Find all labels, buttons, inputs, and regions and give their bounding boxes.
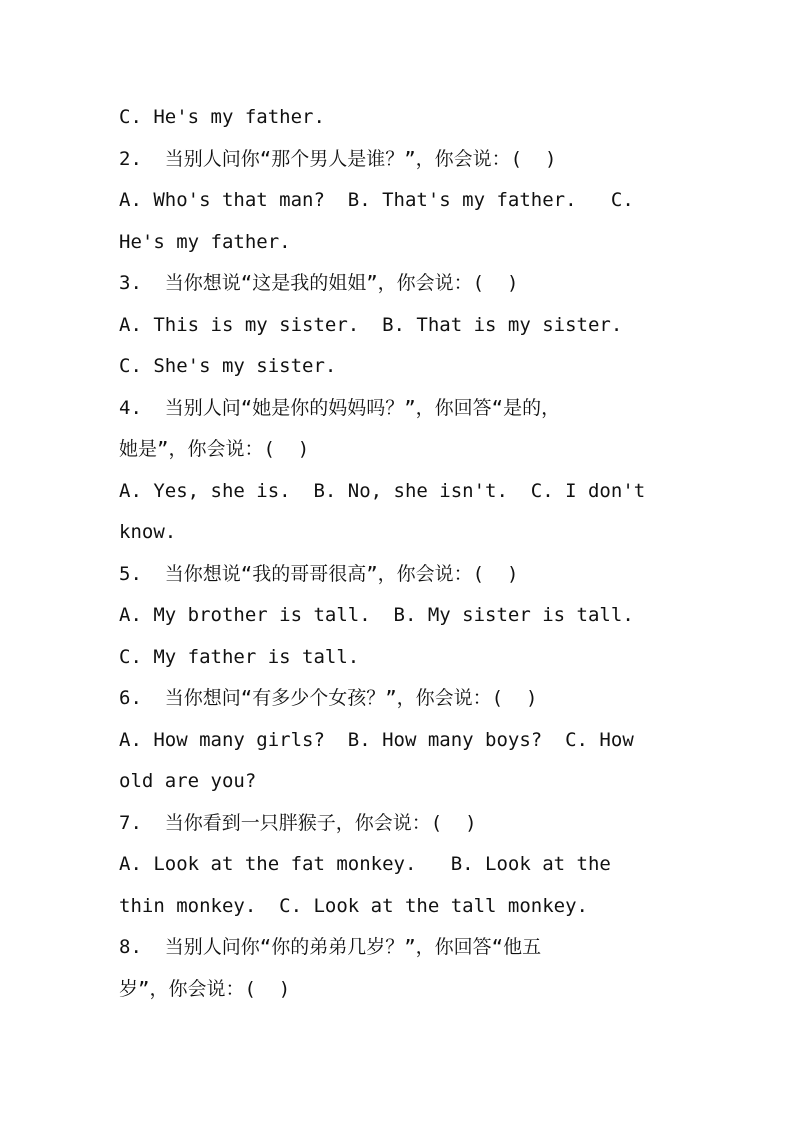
- text-line: C. My father is tall.: [119, 645, 360, 668]
- text-line: 8. 当别人问你“你的弟弟几岁？”，你回答“他五: [119, 936, 542, 958]
- text-line: A. How many girls? B. How many boys? C. How: [119, 728, 634, 751]
- text-line: 5. 当你想说“我的哥哥很高”，你会说：( ): [119, 562, 519, 585]
- text-line: A. Look at the fat monkey. B. Look at the: [119, 853, 611, 875]
- text-line: C. She's my sister.: [119, 355, 337, 377]
- text-line: 4. 当别人问“她是你的妈妈吗？”，你回答“是的，: [119, 396, 561, 419]
- text-line: old are you?: [119, 770, 257, 792]
- text-line: 3. 当你想说“这是我的姐姐”，你会说：( ): [119, 272, 519, 294]
- text-line: A. This is my sister. B. That is my sister.: [119, 313, 623, 336]
- text-line: 她是”，你会说：( ): [119, 438, 310, 460]
- text-line: thin monkey. C. Look at the tall monkey.: [119, 894, 588, 917]
- question-text-block: [119, 97, 679, 1010]
- text-line: know.: [119, 521, 177, 543]
- text-line: C. He's my father.: [119, 106, 325, 128]
- text-line: A. Yes, she is. B. No, she isn't. C. I don't: [119, 479, 646, 502]
- text-line: 2. 当别人问你“那个男人是谁？”，你会说：( ): [119, 147, 557, 170]
- text-line: 6. 当你想问“有多少个女孩？”，你会说：( ): [119, 687, 538, 709]
- text-line: A. My brother is tall. B. My sister is tall.: [119, 604, 634, 626]
- text-line: He's my father.: [119, 230, 291, 253]
- text-line: 岁”，你会说：( ): [119, 977, 291, 1000]
- text-line: 7. 当你看到一只胖猴子，你会说：( ): [119, 811, 477, 834]
- text-line: A. Who's that man? B. That's my father. C.: [119, 189, 634, 211]
